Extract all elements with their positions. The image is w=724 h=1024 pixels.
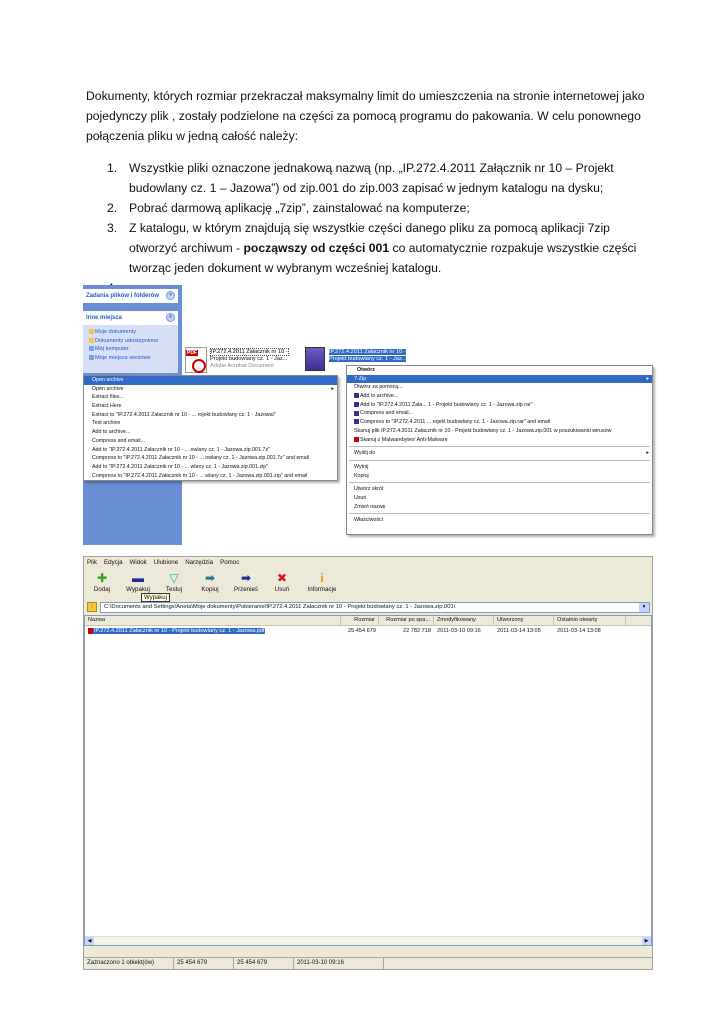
pdf-file-type: Adobe Acrobat Document <box>210 363 274 369</box>
menu-separator <box>349 446 650 447</box>
menu-item-label: 7-Zip <box>354 375 367 382</box>
button-label: Wypakuj <box>126 586 150 593</box>
pdf-file-icon[interactable] <box>185 347 207 373</box>
place-shared-documents[interactable] <box>83 337 178 346</box>
status-packed: 25 454 679 <box>234 958 294 969</box>
chevron-up-icon[interactable]: « <box>166 291 175 300</box>
step-3 <box>86 218 646 278</box>
cell-created: 2011-03-14 13:05 <box>497 628 541 634</box>
toolbar <box>84 570 344 599</box>
menu-separator <box>349 482 650 483</box>
menu-item-compress-zip-email[interactable]: Compress to "IP.272.4.2011 Załacznik nr 10 - ... wlany cz. 1 - Jazowa.zip.001.zip" and email <box>92 472 308 479</box>
add-button[interactable] <box>84 570 120 599</box>
info-icon: i <box>320 571 324 585</box>
menu-item-label: Compress to "IP.272.4.2011 ... rojekt budowlany cz. 1 - Jazowa.zip.rar" and email <box>360 419 551 426</box>
menu-item-label: Open archive <box>92 385 124 392</box>
step-2 <box>86 198 646 218</box>
pdf-icon <box>88 628 93 634</box>
winrar-icon <box>354 393 359 398</box>
place-label: Moje dokumenty <box>95 329 137 335</box>
zip-file-icon[interactable] <box>305 347 325 371</box>
button-label: Usuń <box>274 586 290 593</box>
step-number: 3. <box>107 221 118 235</box>
7zip-submenu <box>83 375 338 481</box>
document-body <box>86 86 646 278</box>
cell-size: 25 454 679 <box>348 628 376 634</box>
status-bar <box>84 957 652 969</box>
column-name[interactable]: Nazwa <box>85 616 341 625</box>
step-1 <box>86 158 646 198</box>
pdf-file-label[interactable] <box>210 349 300 370</box>
menu-item-extract-here[interactable]: Extract Here <box>92 403 122 410</box>
menu-item-compress-email[interactable] <box>347 409 652 418</box>
button-label: Przenieś <box>233 586 259 593</box>
scroll-right-icon[interactable]: ▶ <box>642 937 651 945</box>
chevron-down-icon[interactable]: ▼ <box>639 603 649 612</box>
zip-file-name: IP.272.4.2011 Załacznik nr 10 - <box>329 349 406 355</box>
folder-icon <box>89 329 94 334</box>
folder-icon <box>89 338 94 343</box>
menu-separator <box>349 460 650 461</box>
table-row[interactable] <box>85 627 651 636</box>
copy-arrow-icon: ➡ <box>204 571 216 585</box>
status-selection: Zaznaczono 1 obiekt(ów) <box>84 958 174 969</box>
file-tasks-panel <box>83 289 178 303</box>
plus-icon: ✚ <box>96 571 108 585</box>
move-button[interactable] <box>228 570 264 599</box>
menu-item-rename[interactable]: Zmień nazwę <box>354 503 386 510</box>
zip-file-label[interactable] <box>329 349 419 363</box>
menu-item-add-rar[interactable] <box>347 401 652 410</box>
panel-title: Inne miejsca <box>86 315 123 321</box>
malwarebytes-icon <box>354 437 359 442</box>
address-text: C:\Documents and Settings\Aneta\Moje dokumenty\Pobieranie\IP.272.4.2011 Załacznik nr 10 - Projekt budowlany cz. 1 - Jazowa.zip.001\ <box>104 603 456 610</box>
place-my-computer[interactable] <box>83 345 178 354</box>
button-label: Kopiuj <box>201 586 219 593</box>
status-size: 25 454 679 <box>174 958 234 969</box>
check-icon: ▽ <box>169 571 179 585</box>
7zip-window <box>83 556 653 970</box>
menu-item-label: Skanuj z Malwarebytes' Anti-Malware <box>360 436 448 443</box>
menu-item-compress-email[interactable]: Compress and email... <box>92 437 145 444</box>
step-text: Z katalogu, w którym znajdują się wszystkie części danego pliku za pomocą aplikacji 7zip otworzyć archiwum - <box>129 221 610 255</box>
file-list <box>84 615 652 946</box>
step-number: 1. <box>107 161 118 175</box>
menu-item-add-7z[interactable]: Add to "IP.272.4.2011 Załacznik nr 10 - ... owlany cz. 1 - Jazowa.zip.001.7z" <box>92 446 270 453</box>
pdf-file-name: Projekt budowlany cz. 1 - Jaz... <box>210 356 288 362</box>
menu-item-open-with[interactable]: Otwórz za pomocą... <box>354 384 403 391</box>
horizontal-scrollbar[interactable] <box>85 936 651 945</box>
menu-favorites[interactable]: Ulubione <box>153 559 179 566</box>
column-size[interactable]: Rozmiar <box>341 616 379 625</box>
address-input[interactable] <box>100 602 650 613</box>
place-my-documents[interactable] <box>83 328 178 337</box>
chevron-up-icon[interactable]: « <box>166 313 175 322</box>
menu-item-open-archive-sub[interactable] <box>84 385 337 394</box>
file-name: IP.272.4.2011 Załacznik nr 10 - Projekt budowlany cz. 1 - Jazowa.pdf <box>94 628 265 634</box>
menu-item-extract-to[interactable]: Extract to "IP.272.4.2011 Załacznik nr 10 - ... rojekt budowlany cz. 1 - Jazowa\" <box>92 411 277 418</box>
column-packed-size[interactable]: Rozmiar po spa... <box>379 616 434 625</box>
menu-item-add-zip[interactable]: Add to "IP.272.4.2011 Załacznik nr 10 - ... wlany cz. 1 - Jazowa.zip.001.zip" <box>92 463 269 470</box>
chevron-right-icon: ▸ <box>646 375 649 382</box>
menu-item-send-to[interactable] <box>347 449 652 458</box>
menu-item-add-to-archive[interactable]: Add to archive... <box>92 429 131 436</box>
step-text: co automatycznie rozpakuje wszystkie części tworząc jeden dokument w wybranym wcześniej katalogu. <box>129 241 637 275</box>
menu-item-label: Add to archive... <box>360 393 399 400</box>
extract-tooltip: Wypakuj <box>141 593 170 602</box>
move-arrow-icon: ➡ <box>240 571 252 585</box>
menu-item-create-shortcut[interactable]: Utwórz skrót <box>354 486 384 493</box>
menu-help[interactable]: Pomoc <box>220 559 240 566</box>
menu-item-properties[interactable]: Właściwości <box>354 517 383 524</box>
computer-icon <box>89 346 94 351</box>
chevron-right-icon: ▸ <box>331 385 334 392</box>
menu-item-cut[interactable]: Wytnij <box>354 463 369 470</box>
list-header <box>85 616 651 626</box>
context-menu <box>346 365 653 535</box>
chevron-right-icon: ▸ <box>646 450 649 457</box>
button-label: Testuj <box>165 586 183 593</box>
minus-icon: ▬ <box>132 571 144 585</box>
step-text: Wszystkie pliki oznaczone jednakową nazwą (np. „IP.272.4.2011 Załącznik nr 10 – Projekt budowlany cz. 1 – Jazowa”) od zip.001 do zip.003 zapisać w jednym katalogu na dysku; <box>129 161 614 195</box>
cell-accessed: 2011-03-14 13:08 <box>557 628 601 634</box>
cell-name <box>85 627 341 636</box>
menu-item-compress-7z-email[interactable]: Compress to "IP.272.4.2011 Załacznik nr 10 - ... owlany cz. 1 - Jazowa.zip.001.7z" and email <box>92 455 310 462</box>
button-label: Dodaj <box>93 586 111 593</box>
menu-item-delete[interactable]: Usuń <box>354 494 367 501</box>
place-label: Dokumenty udostępnione <box>95 337 159 344</box>
menu-item-scan-viruses[interactable]: Skanuj plik IP.272.4.2011 Załacznik nr 10 - Projekt budowlany cz. 1 - Jazowa.zip.001 w poszukiwaniu wirusów <box>354 427 612 434</box>
place-label: Mój komputer <box>95 346 129 353</box>
menu-item-extract-files[interactable]: Extract files... <box>92 394 124 401</box>
menu-item-copy[interactable]: Kopiuj <box>354 472 369 479</box>
network-icon <box>89 355 94 360</box>
zip-file-name: Projekt budowlany cz. 1 - Jaz... <box>329 356 407 362</box>
menu-item-open-archive[interactable]: Open archive <box>84 376 337 385</box>
menu-bar <box>84 557 652 569</box>
menu-item-test-archive[interactable]: Test archive <box>92 420 121 427</box>
steps-list <box>86 158 646 278</box>
file-tasks-header[interactable] <box>83 289 178 303</box>
winrar-icon <box>354 419 359 424</box>
menu-item-add-archive[interactable] <box>347 392 652 401</box>
menu-view[interactable]: Widok <box>129 559 147 566</box>
copy-button[interactable] <box>192 570 228 599</box>
menu-separator <box>349 513 650 514</box>
intro-paragraph: Dokumenty, których rozmiar przekraczał maksymalny limit do umieszczenia na stronie internetowej jako pojedynczy plik , zostały podzielone na części za pomocą programu do pakowania. W celu ponownego połączenia pliku w jedną całość należy: <box>86 89 645 143</box>
delete-x-icon: ✖ <box>276 571 288 585</box>
menu-item-label: Add to "IP.272.4.2011 Zała... 1 - Projekt budowlany cz. 1 - Jazowa.zip.rar" <box>360 401 533 408</box>
menu-item-malwarebytes[interactable] <box>347 436 652 445</box>
menu-item-compress-rar-email[interactable] <box>347 418 652 427</box>
cell-packed: 22 782 718 <box>403 628 431 634</box>
menu-item-open[interactable]: Otwórz <box>357 367 375 373</box>
explorer-screenshot <box>83 285 653 545</box>
step-text-bold: począwszy od części 001 <box>243 241 390 255</box>
menu-item-label: Wyślij do <box>354 450 376 457</box>
other-places-header[interactable] <box>83 311 178 325</box>
column-accessed[interactable]: Ostatnio otwarty <box>554 616 626 625</box>
menu-item-7zip[interactable] <box>347 375 652 384</box>
cell-modified: 2011-03-10 09:16 <box>437 628 481 634</box>
scroll-left-icon[interactable]: ◀ <box>85 937 94 945</box>
column-modified[interactable]: Zmodyfikowany <box>434 616 494 625</box>
menu-item-label: Compress and email... <box>360 410 413 417</box>
info-button[interactable] <box>300 570 344 599</box>
place-label: Moje miejsca sieciowe <box>95 355 151 362</box>
pdf-file-name: IP.272.4.2011 Załacznik nr 10 - <box>211 349 288 355</box>
status-date: 2011-03-10 09:16 <box>294 958 384 969</box>
button-label: Informacje <box>307 586 337 593</box>
step-number: 2. <box>107 201 118 215</box>
delete-button[interactable] <box>264 570 300 599</box>
menu-file[interactable]: Plik <box>87 559 97 566</box>
column-created[interactable]: Utworzony <box>494 616 554 625</box>
menu-tools[interactable]: Narzędzia <box>185 559 214 566</box>
folder-up-icon[interactable]: ↑ <box>87 602 97 612</box>
step-text: Pobrać darmową aplikację „7zip”, zainstalować na komputerze; <box>129 201 470 215</box>
menu-edit[interactable]: Edycja <box>103 559 123 566</box>
winrar-icon <box>354 402 359 407</box>
winrar-icon <box>354 411 359 416</box>
panel-title: Zadania plików i folderów <box>86 293 160 299</box>
other-places-panel <box>83 311 178 373</box>
address-bar <box>84 601 652 613</box>
place-network[interactable] <box>83 354 178 363</box>
